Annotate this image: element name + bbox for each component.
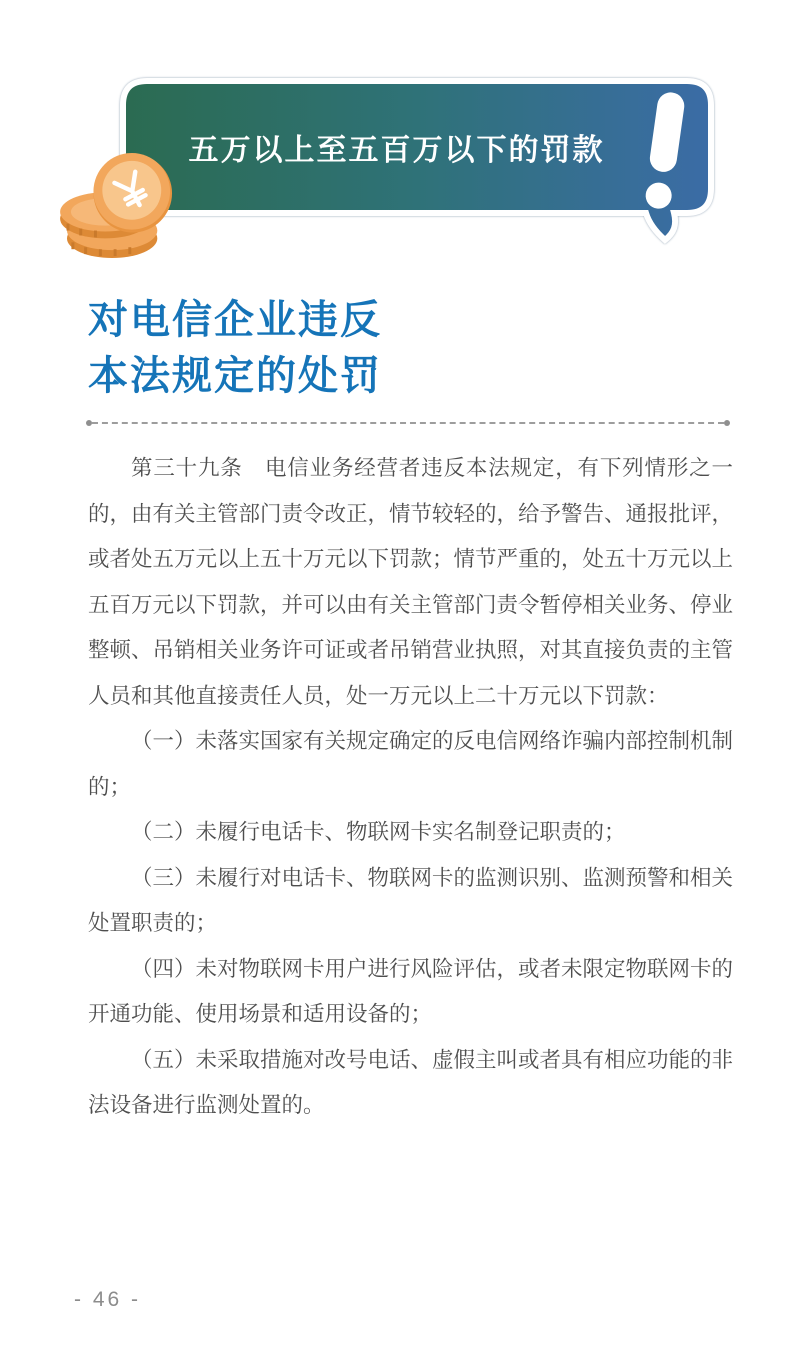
dashed-divider [92, 422, 724, 424]
article-paragraph: （四）未对物联网卡用户进行风险评估，或者未限定物联网卡的开通功能、使用场景和适用设备的； [88, 956, 734, 1026]
article-paragraph: （三）未履行对电话卡、物联网卡的监测识别、监测预警和相关处置职责的； [88, 865, 734, 935]
section-heading [88, 292, 382, 404]
banner-title: 五万以上至五百万以下的罚款 [188, 133, 605, 167]
banner-speech-bubble [118, 76, 718, 246]
article-paragraph: （二）未履行电话卡、物联网卡实名制登记职责的； [131, 820, 626, 844]
exclamation-dot [644, 181, 673, 210]
article-paragraph: （一）未落实国家有关规定确定的反电信网络诈骗内部控制机制的； [88, 729, 734, 799]
page-number: - 46 - [74, 1288, 142, 1311]
heading-line-2: 本法规定的处罚 [88, 354, 382, 398]
heading-line-1: 对电信企业违反 [88, 298, 382, 342]
coins-icon [56, 152, 184, 260]
article-body [88, 446, 733, 1129]
article-paragraph: （五）未采取措施对改号电话、虚假主叫或者具有相应功能的非法设备进行监测处置的。 [88, 1047, 734, 1117]
article-paragraph: 第三十九条 电信业务经营者违反本法规定，有下列情形之一的，由有关主管部门责令改正，情节较轻的，给予警告、通报批评，或者处五万元以上五十万元以下罚款；情节严重的，处五十万元以上五百万元以下罚款，并可以由有关主管部门责令暂停相关业务、停业整顿、吊销相关业务许可证或者吊销营业执照，对其直接负责的主管人员和其他直接责任人员，处一万元以上二十万元以下罚款： [88, 456, 734, 708]
